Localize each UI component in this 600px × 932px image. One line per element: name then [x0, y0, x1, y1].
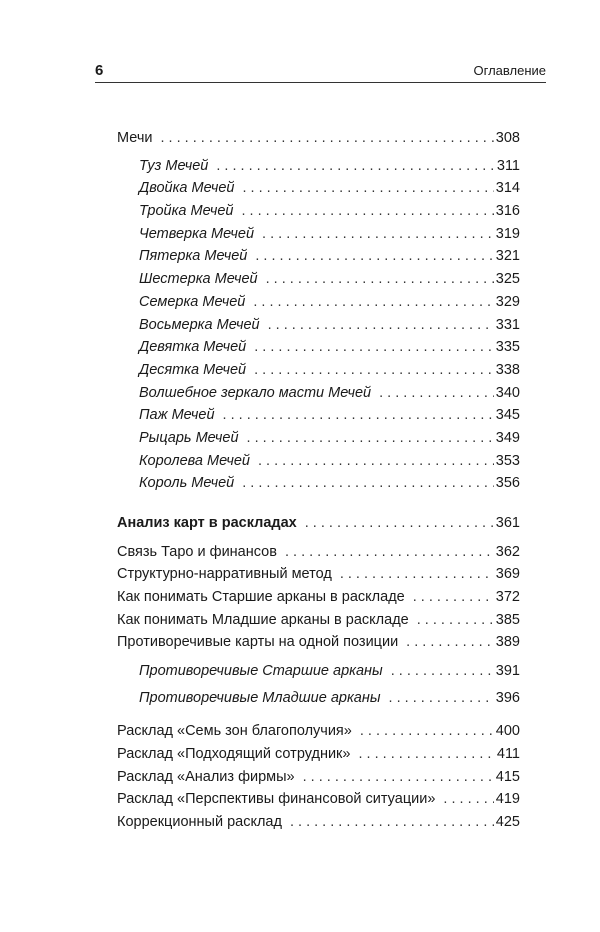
toc-entry-label: Девятка Мечей	[139, 339, 247, 356]
contradictory-subentries	[117, 663, 520, 717]
toc-entry[interactable]	[117, 612, 520, 635]
analysis-entries	[117, 544, 520, 657]
toc-entry-page: 340	[495, 384, 520, 401]
toc-entry-label: Связь Таро и финансов	[117, 543, 277, 560]
toc-entry-page: 321	[495, 248, 520, 265]
dot-leader	[391, 663, 494, 679]
toc-entry-label: Паж Мечей	[139, 407, 215, 424]
toc-entry-page: 419	[495, 791, 520, 808]
toc-entry-label: Расклад «Перспективы финансовой ситуации»	[117, 791, 436, 808]
toc-entry-label: Десятка Мечей	[139, 361, 247, 378]
toc-entry[interactable]	[117, 746, 520, 769]
toc-subentry[interactable]	[117, 663, 520, 690]
toc-entry-page: 335	[495, 339, 520, 356]
toc-entry[interactable]	[117, 589, 520, 612]
toc-entry-label: Король Мечей	[139, 475, 235, 492]
dot-leader	[305, 515, 494, 531]
dot-leader	[160, 130, 493, 146]
toc-entry-page: 356	[495, 475, 520, 492]
toc-subentry[interactable]	[117, 271, 520, 294]
toc-entry-label: Рыцарь Мечей	[139, 429, 239, 446]
toc-entry-page: 325	[495, 271, 520, 288]
toc-entry-page: 411	[496, 745, 520, 762]
toc-entry-page: 415	[495, 768, 520, 785]
toc-entry-label: Расклад «Анализ фирмы»	[117, 768, 295, 785]
dot-leader	[379, 385, 494, 401]
dot-leader	[262, 226, 494, 242]
dot-leader	[258, 453, 494, 469]
dot-leader	[255, 248, 493, 264]
toc-entry-page: 345	[495, 407, 520, 424]
table-of-contents	[117, 130, 520, 837]
dot-leader	[243, 180, 494, 196]
toc-entry-label: Анализ карт в раскладах	[117, 515, 297, 531]
toc-entry[interactable]	[117, 544, 520, 567]
toc-entry-label: Волшебное зеркало масти Мечей	[139, 384, 372, 401]
toc-entry-label: Структурно-нарративный метод	[117, 566, 332, 583]
toc-entry-label: Мечи	[117, 130, 153, 146]
toc-subentry[interactable]	[117, 385, 520, 408]
toc-subentry[interactable]	[117, 203, 520, 226]
toc-entry-page: 316	[495, 203, 520, 220]
toc-entry[interactable]	[117, 814, 520, 837]
toc-entry-label: Двойка Мечей	[139, 180, 235, 197]
toc-entry-page: 329	[495, 293, 520, 310]
toc-entry-page: 400	[495, 723, 520, 740]
toc-subentry[interactable]	[117, 362, 520, 385]
toc-entry-label: Пятерка Мечей	[139, 248, 248, 265]
toc-entry-page: 361	[495, 515, 520, 531]
dot-leader	[223, 407, 494, 423]
toc-subentry[interactable]	[117, 690, 520, 717]
toc-entry-swords[interactable]	[117, 130, 520, 153]
toc-entry-page: 372	[495, 589, 520, 606]
toc-entry-page: 369	[495, 566, 520, 583]
dot-leader	[303, 769, 494, 785]
toc-entry-label: Семерка Мечей	[139, 293, 246, 310]
dot-leader	[254, 339, 494, 355]
toc-entry-page: 389	[495, 634, 520, 651]
toc-entry[interactable]	[117, 634, 520, 657]
dot-leader	[285, 544, 494, 560]
dot-leader	[290, 814, 494, 830]
dot-leader	[241, 203, 493, 219]
dot-leader	[443, 791, 493, 807]
dot-leader	[358, 746, 494, 762]
toc-entry-page: 331	[495, 316, 520, 333]
toc-subentry[interactable]	[117, 226, 520, 249]
toc-subentry[interactable]	[117, 317, 520, 340]
toc-entry-page: 353	[495, 452, 520, 469]
toc-entry[interactable]	[117, 769, 520, 792]
running-title: Оглавление	[473, 63, 546, 78]
toc-subentry[interactable]	[117, 248, 520, 271]
toc-entry-label: Как понимать Старшие арканы в раскладе	[117, 589, 405, 606]
toc-entry-label: Королева Мечей	[139, 452, 250, 469]
toc-entry-page: 391	[495, 663, 520, 680]
dot-leader	[247, 430, 494, 446]
dot-leader	[242, 475, 494, 491]
toc-entry-page: 319	[495, 225, 520, 242]
toc-entry[interactable]	[117, 566, 520, 589]
dot-leader	[216, 158, 495, 174]
toc-entry[interactable]	[117, 723, 520, 746]
toc-subentry[interactable]	[117, 339, 520, 362]
dot-leader	[389, 690, 494, 706]
toc-entry-page: 362	[495, 543, 520, 560]
dot-leader	[413, 589, 494, 605]
swords-subentries	[117, 158, 520, 498]
toc-entry-label: Восьмерка Мечей	[139, 316, 260, 333]
dot-leader	[360, 723, 494, 739]
toc-entry-label: Шестерка Мечей	[139, 271, 258, 288]
toc-entry-page: 385	[495, 611, 520, 628]
toc-entry-label: Противоречивые Старшие арканы	[139, 663, 383, 680]
toc-entry-analysis[interactable]	[117, 515, 520, 538]
dot-leader	[254, 362, 494, 378]
page-header	[95, 62, 546, 83]
dot-leader	[340, 566, 494, 582]
toc-entry-label: Коррекционный расклад	[117, 813, 282, 830]
toc-entry-page: 311	[496, 157, 520, 174]
toc-entry-label: Противоречивые Младшие арканы	[139, 690, 381, 707]
toc-entry-label: Тройка Мечей	[139, 203, 234, 220]
toc-entry-label: Противоречивые карты на одной позиции	[117, 634, 399, 651]
toc-entry-page: 338	[495, 361, 520, 378]
toc-subentry[interactable]	[117, 453, 520, 476]
toc-entry-label: Как понимать Младшие арканы в раскладе	[117, 611, 409, 628]
dot-leader	[253, 294, 493, 310]
toc-subentry[interactable]	[117, 158, 520, 181]
toc-entry-page: 396	[495, 690, 520, 707]
spread-entries	[117, 723, 520, 836]
toc-entry-label: Четверка Мечей	[139, 225, 255, 242]
toc-subentry[interactable]	[117, 180, 520, 203]
dot-leader	[268, 317, 494, 333]
toc-entry-page: 314	[495, 180, 520, 197]
dot-leader	[266, 271, 494, 287]
toc-entry-page: 349	[495, 429, 520, 446]
toc-entry[interactable]	[117, 791, 520, 814]
toc-subentry[interactable]	[117, 407, 520, 430]
toc-entry-label: Расклад «Семь зон благополучия»	[117, 723, 352, 740]
toc-entry-page: 425	[495, 813, 520, 830]
toc-entry-label: Туз Мечей	[139, 157, 209, 174]
toc-subentry[interactable]	[117, 294, 520, 317]
dot-leader	[417, 612, 494, 628]
page-number: 6	[95, 62, 104, 79]
toc-subentry[interactable]	[117, 430, 520, 453]
dot-leader	[406, 634, 494, 650]
toc-entry-label: Расклад «Подходящий сотрудник»	[117, 745, 351, 762]
toc-subentry[interactable]	[117, 475, 520, 498]
toc-entry-page: 308	[495, 130, 520, 146]
